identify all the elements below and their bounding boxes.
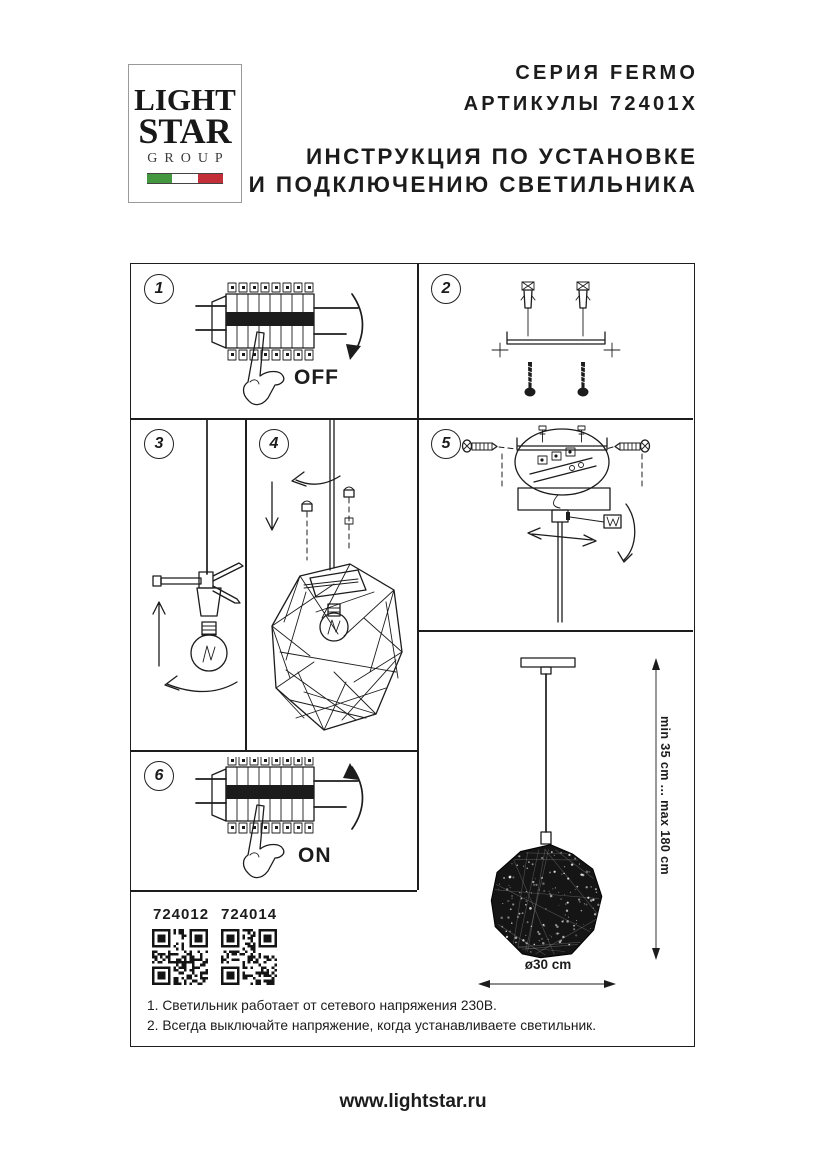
diameter-dimension-label: ø30 cm xyxy=(524,957,572,972)
instruction-title-line2: И ПОДКЛЮЧЕНИЮ СВЕТИЛЬНИКА xyxy=(248,172,698,197)
ceiling-plate xyxy=(521,658,575,667)
step4-shade-assembly-diagram xyxy=(246,420,416,746)
step-5-badge: 5 xyxy=(431,429,461,459)
note-1: 1. Светильник работает от сетевого напряжения 230В. xyxy=(147,998,497,1013)
lightstar-logo xyxy=(128,64,242,203)
off-label: OFF xyxy=(294,366,339,389)
flag-green xyxy=(147,174,172,183)
terminal-block-magnifier xyxy=(515,429,609,508)
up-arrow xyxy=(153,602,165,666)
qr-code-724014 xyxy=(221,929,277,990)
canopy xyxy=(518,488,610,510)
side-screw-right xyxy=(606,440,650,452)
flag-red xyxy=(198,174,223,183)
flag-white xyxy=(172,174,198,183)
screw-right xyxy=(578,362,589,397)
italian-flag-stripe xyxy=(147,173,223,184)
divider xyxy=(130,890,417,892)
logo-word-group: GROUP xyxy=(147,151,230,166)
set-screw-symbol xyxy=(604,515,621,528)
website-url: www.lightstar.ru xyxy=(339,1091,487,1112)
screw-left xyxy=(525,362,536,397)
side-screw-left xyxy=(463,440,517,452)
divider xyxy=(417,630,693,632)
logo-word-star: STAR xyxy=(138,111,232,151)
article-code-724012: 724012 xyxy=(153,906,210,923)
diameter-dimension-line xyxy=(478,980,616,988)
divider xyxy=(417,263,419,418)
down-arrow xyxy=(266,482,278,530)
wireframe-shade xyxy=(272,564,402,730)
rotate-arrow xyxy=(165,676,237,692)
shade-screw-right xyxy=(344,487,354,552)
article-code-724014: 724014 xyxy=(221,906,278,923)
pendant-lamp-dimension-diagram xyxy=(420,640,692,1040)
faceted-sphere-shade xyxy=(491,845,602,958)
step-1-badge: 1 xyxy=(144,274,174,304)
safety-notes xyxy=(147,996,596,1035)
logo-word-light: LIGHT xyxy=(134,82,236,117)
mounting-bar xyxy=(492,332,620,357)
rotate-arrow xyxy=(292,472,340,486)
rotate-arrow xyxy=(618,504,635,562)
step-2-badge: 2 xyxy=(431,274,461,304)
step5-ceiling-mount-diagram xyxy=(420,422,692,628)
on-label: ON xyxy=(298,844,332,867)
note-2: 2. Всегда выключайте напряжение, когда устанавливаете светильник. xyxy=(147,1017,597,1033)
step2-mounting-bracket-diagram xyxy=(440,276,675,414)
divider xyxy=(417,418,419,890)
articles-title: АРТИКУЛЫ 72401X xyxy=(463,93,699,115)
instruction-title-line1: ИНСТРУКЦИЯ ПО УСТАНОВКЕ xyxy=(305,144,698,169)
anchor-dowel-right xyxy=(576,282,590,336)
step6-circuit-breaker-on-diagram xyxy=(160,757,410,889)
divider xyxy=(130,750,417,752)
series-title: СЕРИЯ FERMO xyxy=(515,62,699,84)
step-6-badge: 6 xyxy=(144,761,174,791)
height-dimension-label: min 35 cm ... max 180 cm xyxy=(658,716,672,875)
light-bulb xyxy=(191,622,227,671)
step1-circuit-breaker-off-diagram xyxy=(160,280,410,415)
shade-screw-left xyxy=(302,501,312,560)
step-4-badge: 4 xyxy=(259,429,289,459)
step3-bulb-installation-diagram xyxy=(133,420,245,746)
qr-code-724012 xyxy=(152,929,208,990)
step-3-badge: 3 xyxy=(144,429,174,459)
anchor-dowel-left xyxy=(521,282,535,336)
